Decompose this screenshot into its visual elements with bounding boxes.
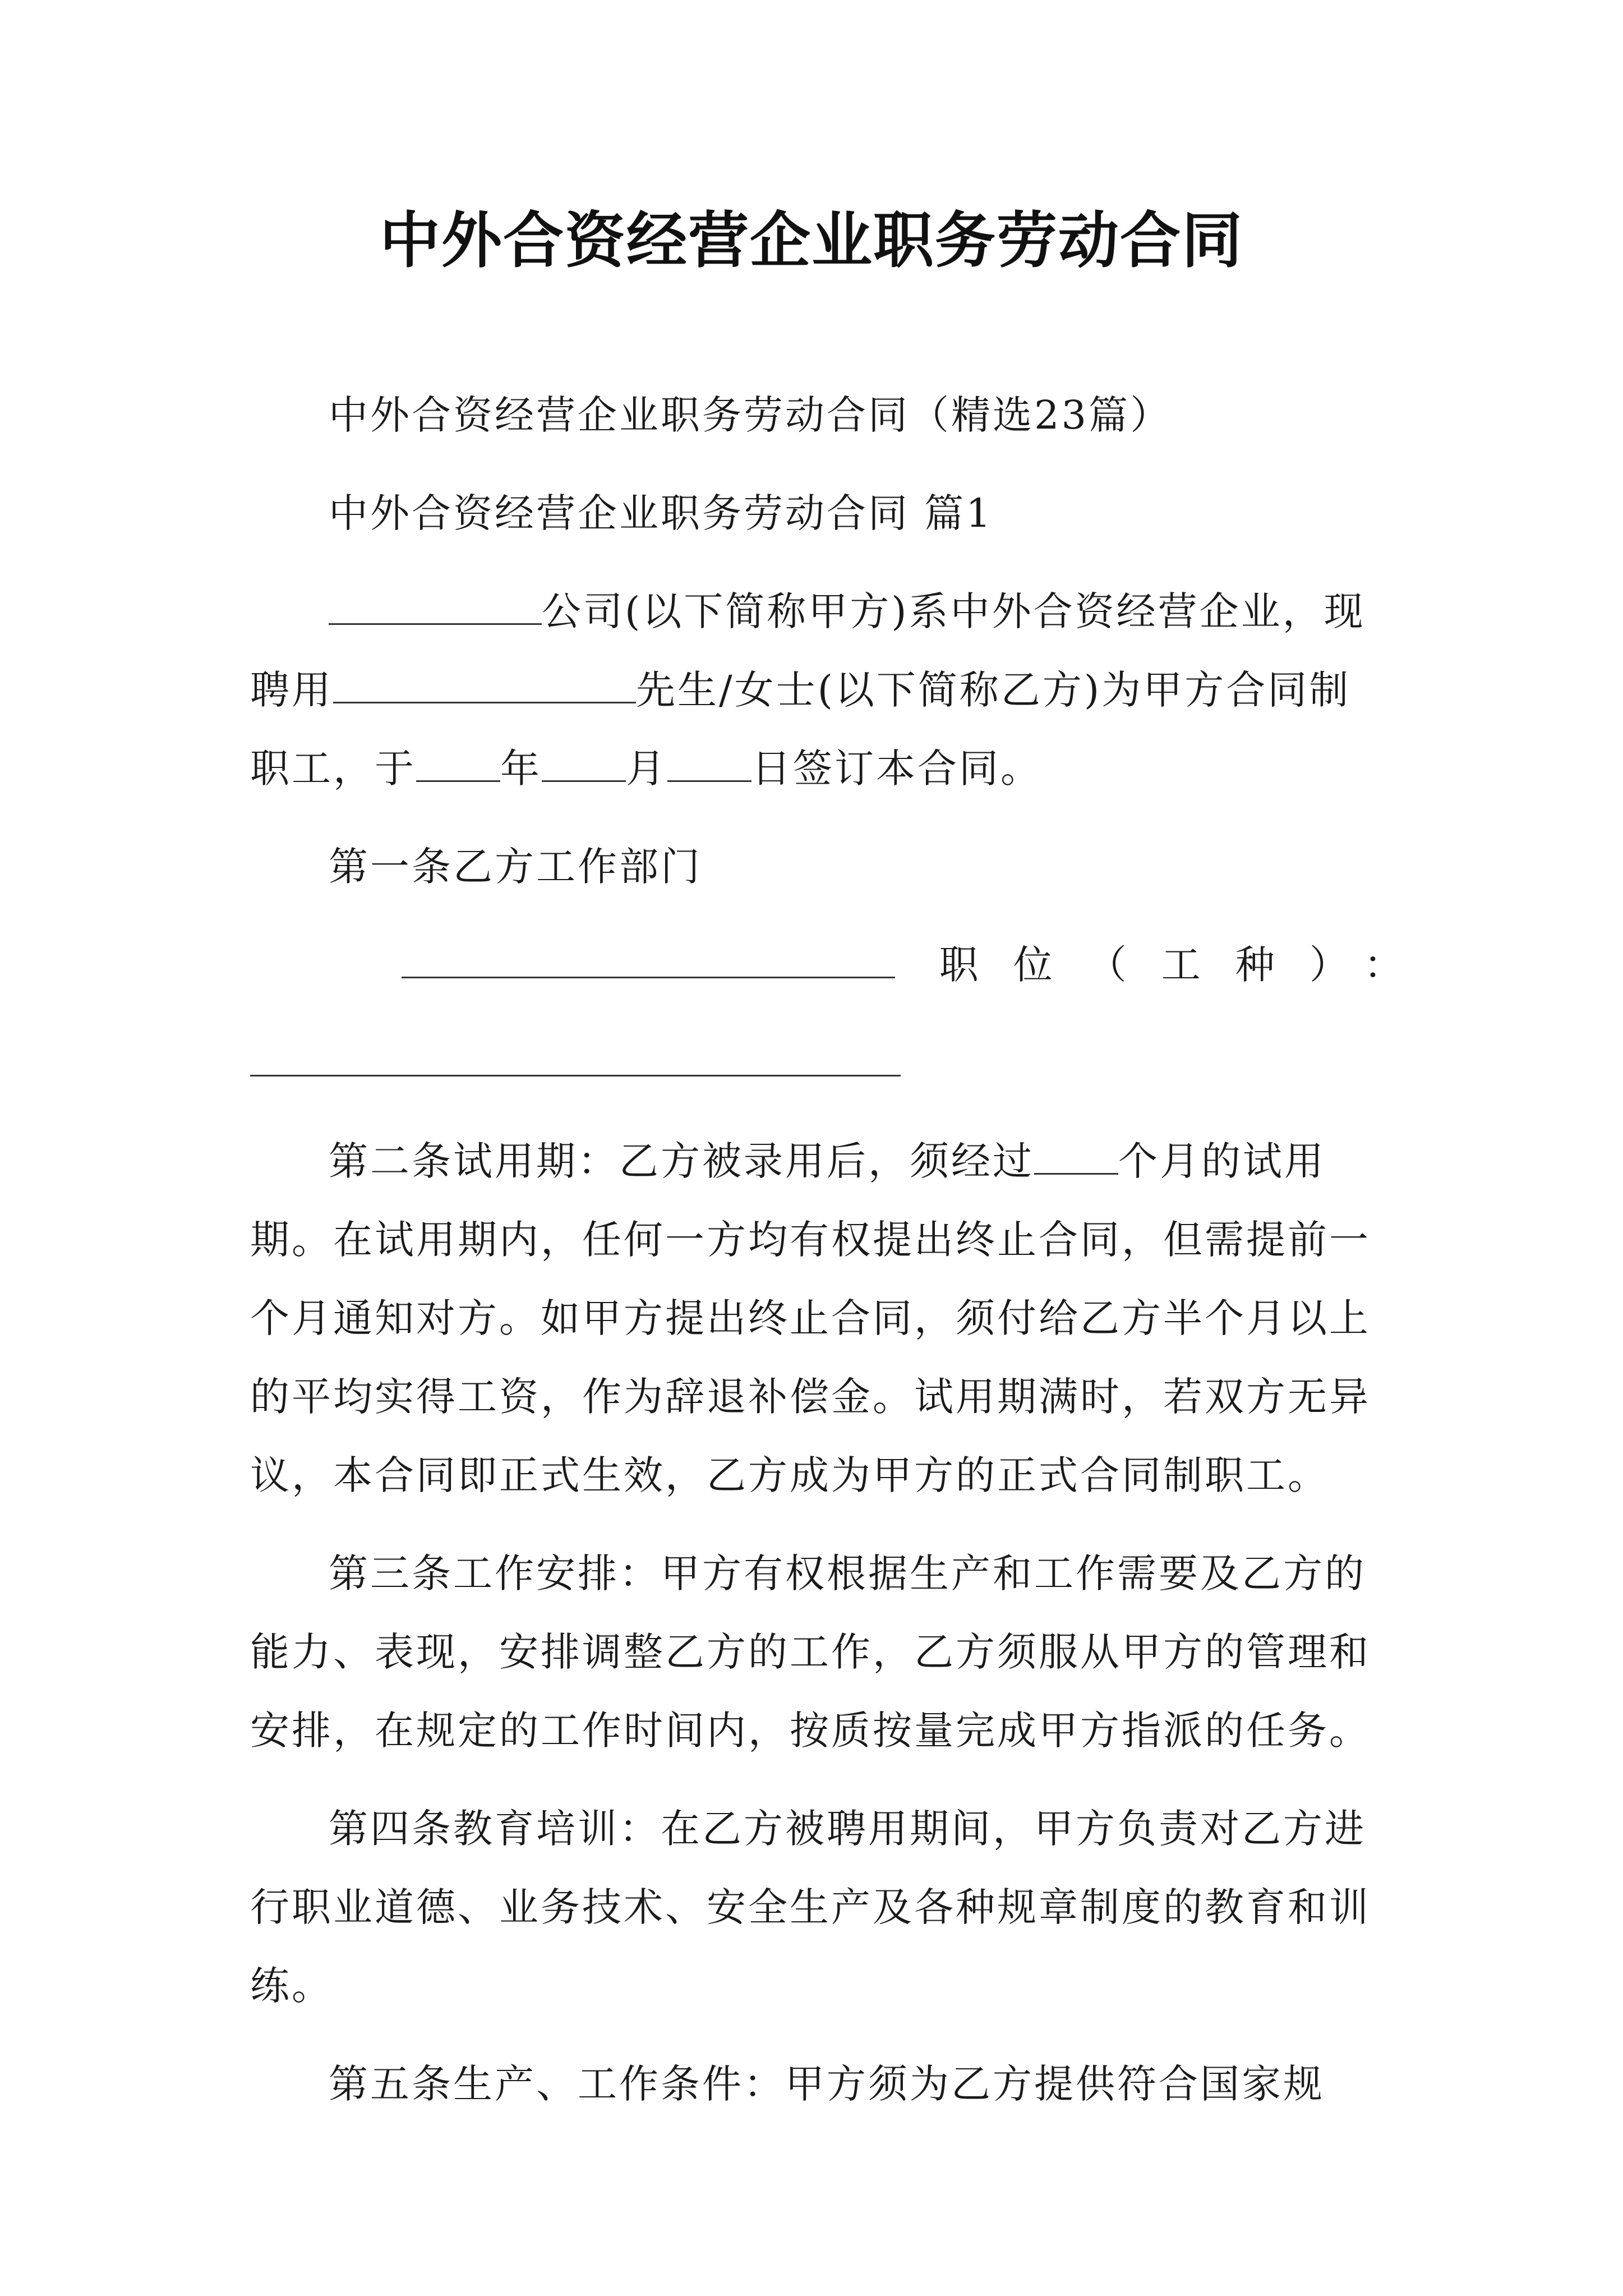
article4-paragraph: 第四条教育培训：在乙方被聘用期间，甲方负责对乙方进行职业道德、业务技术、安全生产及各种规章制度的教育和训练。	[250, 1806, 1371, 2009]
probation-months-blank	[1034, 1134, 1118, 1175]
article1-heading: 第一条乙方工作部门	[329, 844, 702, 890]
article2-rest: 个月的试用期。在试用期内，任何一方均有权提出终止合同，但需提前一个月通知对方。如甲方提出终止合同，须付给乙方半个月以上的平均实得工资，作为辞退补偿金。试用期满时，若双方无异议，本合同即正式生效，乙方成为甲方的正式合同制职工。	[250, 1138, 1371, 1498]
day-blank	[667, 741, 751, 782]
document-body	[250, 376, 1438, 2143]
intro-part1: 公司(以下简称甲方)系中外合资经营企业，现聘用	[250, 588, 1366, 713]
article1-job-line	[250, 1024, 1390, 1102]
article3-paragraph: 第三条工作安排：甲方有权根据生产和工作需要及乙方的能力、表现，安排调整乙方的工作，乙方须服从甲方的管理和安排，在规定的工作时间内，按质按量完成甲方指派的任务。	[250, 1550, 1371, 1754]
intro-paragraph	[250, 572, 1390, 808]
intro-part3: 日签订本合同。	[751, 746, 1042, 792]
article5-paragraph: 第五条生产、工作条件：甲方须为乙方提供符合国家规	[329, 2061, 1325, 2107]
year-label: 年	[500, 746, 542, 792]
article1-position-line	[250, 926, 1438, 1004]
position-label: 职位（工种）：	[939, 942, 1438, 988]
month-label: 月	[626, 746, 667, 792]
month-blank	[542, 741, 626, 782]
department-blank	[402, 937, 895, 978]
section-heading: 中外合资经营企业职务劳动合同 篇1	[329, 490, 993, 536]
article2-paragraph	[250, 1122, 1390, 1515]
job-blank	[250, 1036, 901, 1076]
document-title: 中外合资经营企业职务劳动合同	[379, 206, 1243, 276]
company-blank	[329, 584, 542, 625]
employee-name-blank	[333, 662, 636, 703]
year-blank	[416, 741, 500, 782]
intro-part2: 先生/女士(以下简称乙方)为甲方合同制职工，于	[250, 667, 1351, 792]
article2-text: 第二条试用期：乙方被录用后，须经过	[329, 1138, 1034, 1184]
subtitle: 中外合资经营企业职务劳动合同（精选23篇）	[329, 392, 1172, 438]
